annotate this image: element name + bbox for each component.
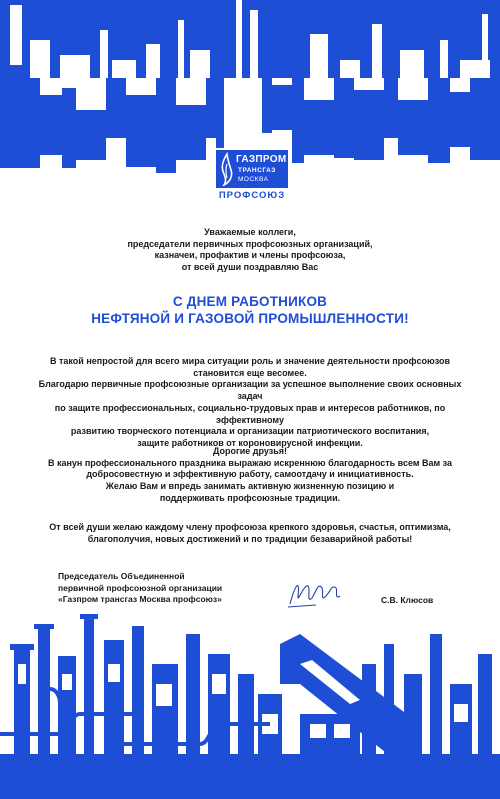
flame-icon: [218, 152, 236, 186]
paragraph-2: [30, 446, 470, 505]
gazprom-logo: [212, 150, 292, 205]
headline: [40, 293, 460, 327]
paragraph-line: В канун профессионального праздника выражаю искреннюю благодарность всем Вам за: [47, 457, 453, 468]
paragraph-line: Желаю Вам и впредь занимать активную жизненную позицию и: [105, 481, 395, 492]
greeting-line: от всей души поздравляю Вас: [181, 262, 319, 273]
greeting-block: [60, 227, 440, 274]
greeting-line: председатели первичных профсоюзных организаций,: [127, 238, 373, 249]
paragraph-3: [30, 522, 470, 545]
logo-badge: [216, 150, 288, 188]
greeting-line: казначеи, профактив и члены профсоюза,: [154, 250, 346, 261]
paragraph-line: по защите профессиональных, социально-трудовых прав и интересов работников, по эффективному: [54, 402, 446, 425]
greeting-line: Уважаемые коллеги,: [204, 227, 296, 237]
paragraph-line: Благодарю первичные профсоюзные организации за успешное выполнение своих основных задач: [38, 379, 462, 402]
paragraph-line: благополучия, новых достижений и по традиции безаварийной работы!: [87, 533, 413, 544]
paragraph-line: становится еще весомее.: [193, 367, 307, 378]
paragraph-line: развитию творческого потенциала и организации патриотического воспитания,: [70, 426, 430, 437]
signer-line: первичной профсоюзной организации: [58, 582, 223, 593]
logo-union-text: ПРОФСОЮЗ: [218, 190, 286, 201]
paragraph-line: защите работников от короновирусной инфекции.: [137, 437, 363, 448]
paragraph-line: добросовестную и эффективную работу, самоотдачу и инициативность.: [86, 469, 414, 480]
logo-moskva-text: МОСКВА: [238, 176, 269, 183]
paragraph-line: От всей души желаю каждому члену профсоюза крепкого здоровья, счастья, оптимизма,: [49, 522, 451, 532]
paragraph-line: Дорогие друзья!: [212, 446, 288, 456]
bottom-industrial-illustration: [0, 604, 500, 799]
signer-name: С.В. Клюсов: [381, 595, 434, 605]
signer-line: «Газпром трансгаз Москва профсоюз»: [58, 594, 222, 604]
paragraph-line: поддерживать профсоюзные традиции.: [159, 492, 341, 503]
signer-line: Председатель Объединенной: [58, 571, 185, 581]
logo-transgaz-text: ТРАНСГАЗ: [238, 167, 276, 174]
paragraph-line: В такой непростой для всего мира ситуации роль и значение деятельности профсоюзов: [49, 356, 450, 366]
logo-brand-text: ГАЗПРОМ: [236, 154, 287, 165]
headline-line: НЕФТЯНОЙ И ГАЗОВОЙ ПРОМЫШЛЕННОСТИ!: [91, 311, 409, 326]
signer-title: [58, 571, 288, 606]
headline-line: С ДНЕМ РАБОТНИКОВ: [172, 294, 328, 309]
paragraph-1: [30, 356, 470, 450]
top-skyline-illustration: [0, 0, 500, 175]
